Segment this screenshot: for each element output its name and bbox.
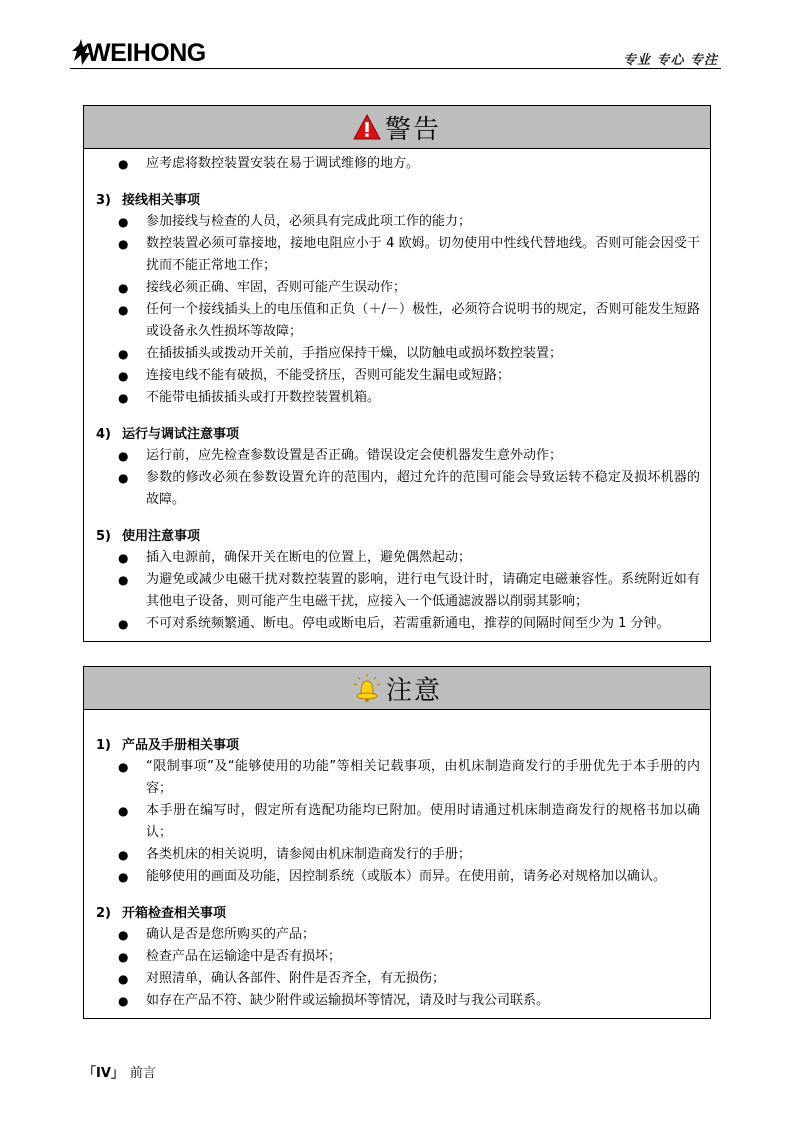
- list-item-text: “限制事项”及“能够使用的功能”等相关记载事项，由机床制造商发行的手册优先于本手册的内容；: [146, 759, 700, 796]
- section-list: [94, 756, 700, 888]
- list-item-text: 在插拔插头或拨动开关前，手指应保持干燥，以防触电或损坏数控装置；: [146, 346, 563, 361]
- bullet-icon: ●: [118, 950, 129, 964]
- list-item-text: 插入电源前，确保开关在断电的位置上，避免偶然起动；: [146, 550, 472, 565]
- list-item-text: 不可对系统频繁通、断电。停电或断电后，若需重新通电，推荐的间隔时间至少为 1 分钟。: [146, 616, 670, 631]
- section-title: 接线相关事项: [122, 193, 201, 208]
- section-list: [94, 211, 700, 409]
- bullet-icon: ●: [118, 471, 129, 485]
- list-item-text: 连接电线不能有破损，不能受挤压，否则可能发生漏电或短路；: [146, 368, 511, 383]
- list-item: [94, 946, 700, 968]
- bullet-icon: ●: [118, 303, 129, 317]
- bullet-icon: ●: [118, 848, 129, 862]
- bullet-icon: ●: [118, 157, 129, 171]
- footer-label: 前言: [129, 1066, 156, 1081]
- section-heading: [94, 527, 700, 547]
- header-rule: [70, 68, 721, 69]
- logo-text: WEIHONG: [87, 39, 206, 67]
- bullet-icon: ●: [118, 237, 129, 251]
- bullet-icon: ●: [118, 551, 129, 565]
- list-item-text: 任何一个接线插头上的电压值和正负（＋/－）极性，必须符合说明书的规定，否则可能发生短路或设备永久性损坏等故障；: [146, 302, 700, 339]
- list-item-text: 为避免或减少电磁干扰对数控装置的影响，进行电气设计时，请确定电磁兼容性。系统附近如有其他电子设备，则可能产生电磁干扰，应接入一个低通滤波器以削弱其影响；: [146, 572, 700, 609]
- list-item-text: 应考虑将数控装置安装在易于调试维修的地方。: [146, 156, 420, 171]
- list-item: [94, 365, 700, 387]
- section-heading: [94, 904, 700, 924]
- bullet-icon: ●: [118, 928, 129, 942]
- warning-header: [84, 106, 710, 149]
- warning-title: 警告: [384, 114, 441, 145]
- list-item: [94, 569, 700, 613]
- list-item: [94, 844, 700, 866]
- list-item-text: 运行前，应先检查参数设置是否正确。错误设定会使机器发生意外动作；: [146, 448, 563, 463]
- header-slogan: 专业 专心 专注: [622, 53, 718, 68]
- list-item: [94, 299, 700, 343]
- list-item: [94, 387, 700, 409]
- list-item-text: 检查产品在运输途中是否有损坏；: [146, 949, 342, 964]
- list-item-text: 如存在产品不符、缺少附件或运输损坏等情况，请及时与我公司联系。: [146, 993, 550, 1008]
- list-item: [94, 211, 700, 233]
- section-title: 产品及手册相关事项: [122, 738, 240, 753]
- section-heading: [94, 425, 700, 445]
- list-item: [94, 800, 700, 844]
- bullet-icon: ●: [118, 994, 129, 1008]
- list-item: [94, 445, 700, 467]
- bullet-icon: ●: [118, 804, 129, 818]
- page-number: 「IV」: [83, 1066, 124, 1081]
- list-item-text: 参加接线与检查的人员，必须具有完成此项工作的能力；: [146, 214, 472, 229]
- bell-icon: [352, 673, 382, 703]
- bullet-icon: ●: [118, 347, 129, 361]
- lead-list: [94, 153, 700, 175]
- section-number: 3): [96, 193, 111, 208]
- list-item-text: 能够使用的画面及功能，因控制系统（或版本）而异。在使用前，请务必对规格加以确认。: [146, 869, 667, 884]
- section-number: 5): [96, 529, 111, 544]
- bullet-icon: ●: [118, 573, 129, 587]
- bullet-icon: ●: [118, 215, 129, 229]
- list-item: [94, 968, 700, 990]
- list-item-text: 参数的修改必须在参数设置允许的范围内，超过允许的范围可能会导致运转不稳定及损坏机器的故障。: [146, 470, 700, 507]
- section-number: 1): [96, 738, 111, 753]
- bullet-icon: ●: [118, 617, 129, 631]
- section-heading: [94, 736, 700, 756]
- section-title: 开箱检查相关事项: [122, 906, 227, 921]
- list-item: [94, 924, 700, 946]
- section-number: 2): [96, 906, 111, 921]
- bullet-icon: ●: [118, 449, 129, 463]
- bullet-icon: ●: [118, 972, 129, 986]
- list-item-text: 本手册在编写时，假定所有选配功能均已附加。使用时请通过机床制造商发行的规格书加以确认；: [146, 803, 700, 840]
- list-item: [94, 866, 700, 888]
- list-item: [94, 547, 700, 569]
- list-item: [94, 233, 700, 277]
- weihong-logo: [72, 36, 206, 66]
- list-item-text: 接线必须正确、牢固，否则可能产生误动作；: [146, 280, 407, 295]
- bullet-icon: ●: [118, 760, 129, 774]
- warning-box: [83, 105, 711, 642]
- section-list: [94, 445, 700, 511]
- list-item-text: 对照清单，确认各部件、附件是否齐全，有无损伤；: [146, 971, 446, 986]
- list-item: [94, 990, 700, 1012]
- bullet-icon: ●: [118, 281, 129, 295]
- list-item: [94, 343, 700, 365]
- section-list: [94, 924, 700, 1012]
- bullet-icon: ●: [118, 391, 129, 405]
- list-item-text: 各类机床的相关说明，请参阅由机床制造商发行的手册；: [146, 847, 472, 862]
- list-item: [94, 467, 700, 511]
- list-item-text: 不能带电插拔插头或打开数控装置机箱。: [146, 390, 381, 405]
- notice-title: 注意: [385, 675, 442, 706]
- list-item-text: 确认是否是您所购买的产品；: [146, 927, 316, 942]
- list-item-text: 数控装置必须可靠接地，接地电阻应小于 4 欧姆。切勿使用中性线代替地线。否则可能会因受干扰而不能正常地工作；: [146, 236, 700, 273]
- bullet-icon: ●: [118, 369, 129, 383]
- list-item: [94, 613, 700, 635]
- section-list: [94, 547, 700, 635]
- list-item: [94, 756, 700, 800]
- warning-body: [84, 149, 710, 641]
- warning-triangle-icon: [353, 114, 381, 140]
- list-item: [94, 277, 700, 299]
- list-item: [94, 153, 700, 175]
- section-heading: [94, 191, 700, 211]
- page-footer: [83, 1062, 156, 1081]
- section-title: 运行与调试注意事项: [122, 427, 240, 442]
- bullet-icon: ●: [118, 870, 129, 884]
- section-number: 4): [96, 427, 111, 442]
- notice-body: [84, 710, 710, 1018]
- notice-header: [84, 667, 710, 710]
- section-title: 使用注意事项: [122, 529, 201, 544]
- notice-box: [83, 666, 711, 1019]
